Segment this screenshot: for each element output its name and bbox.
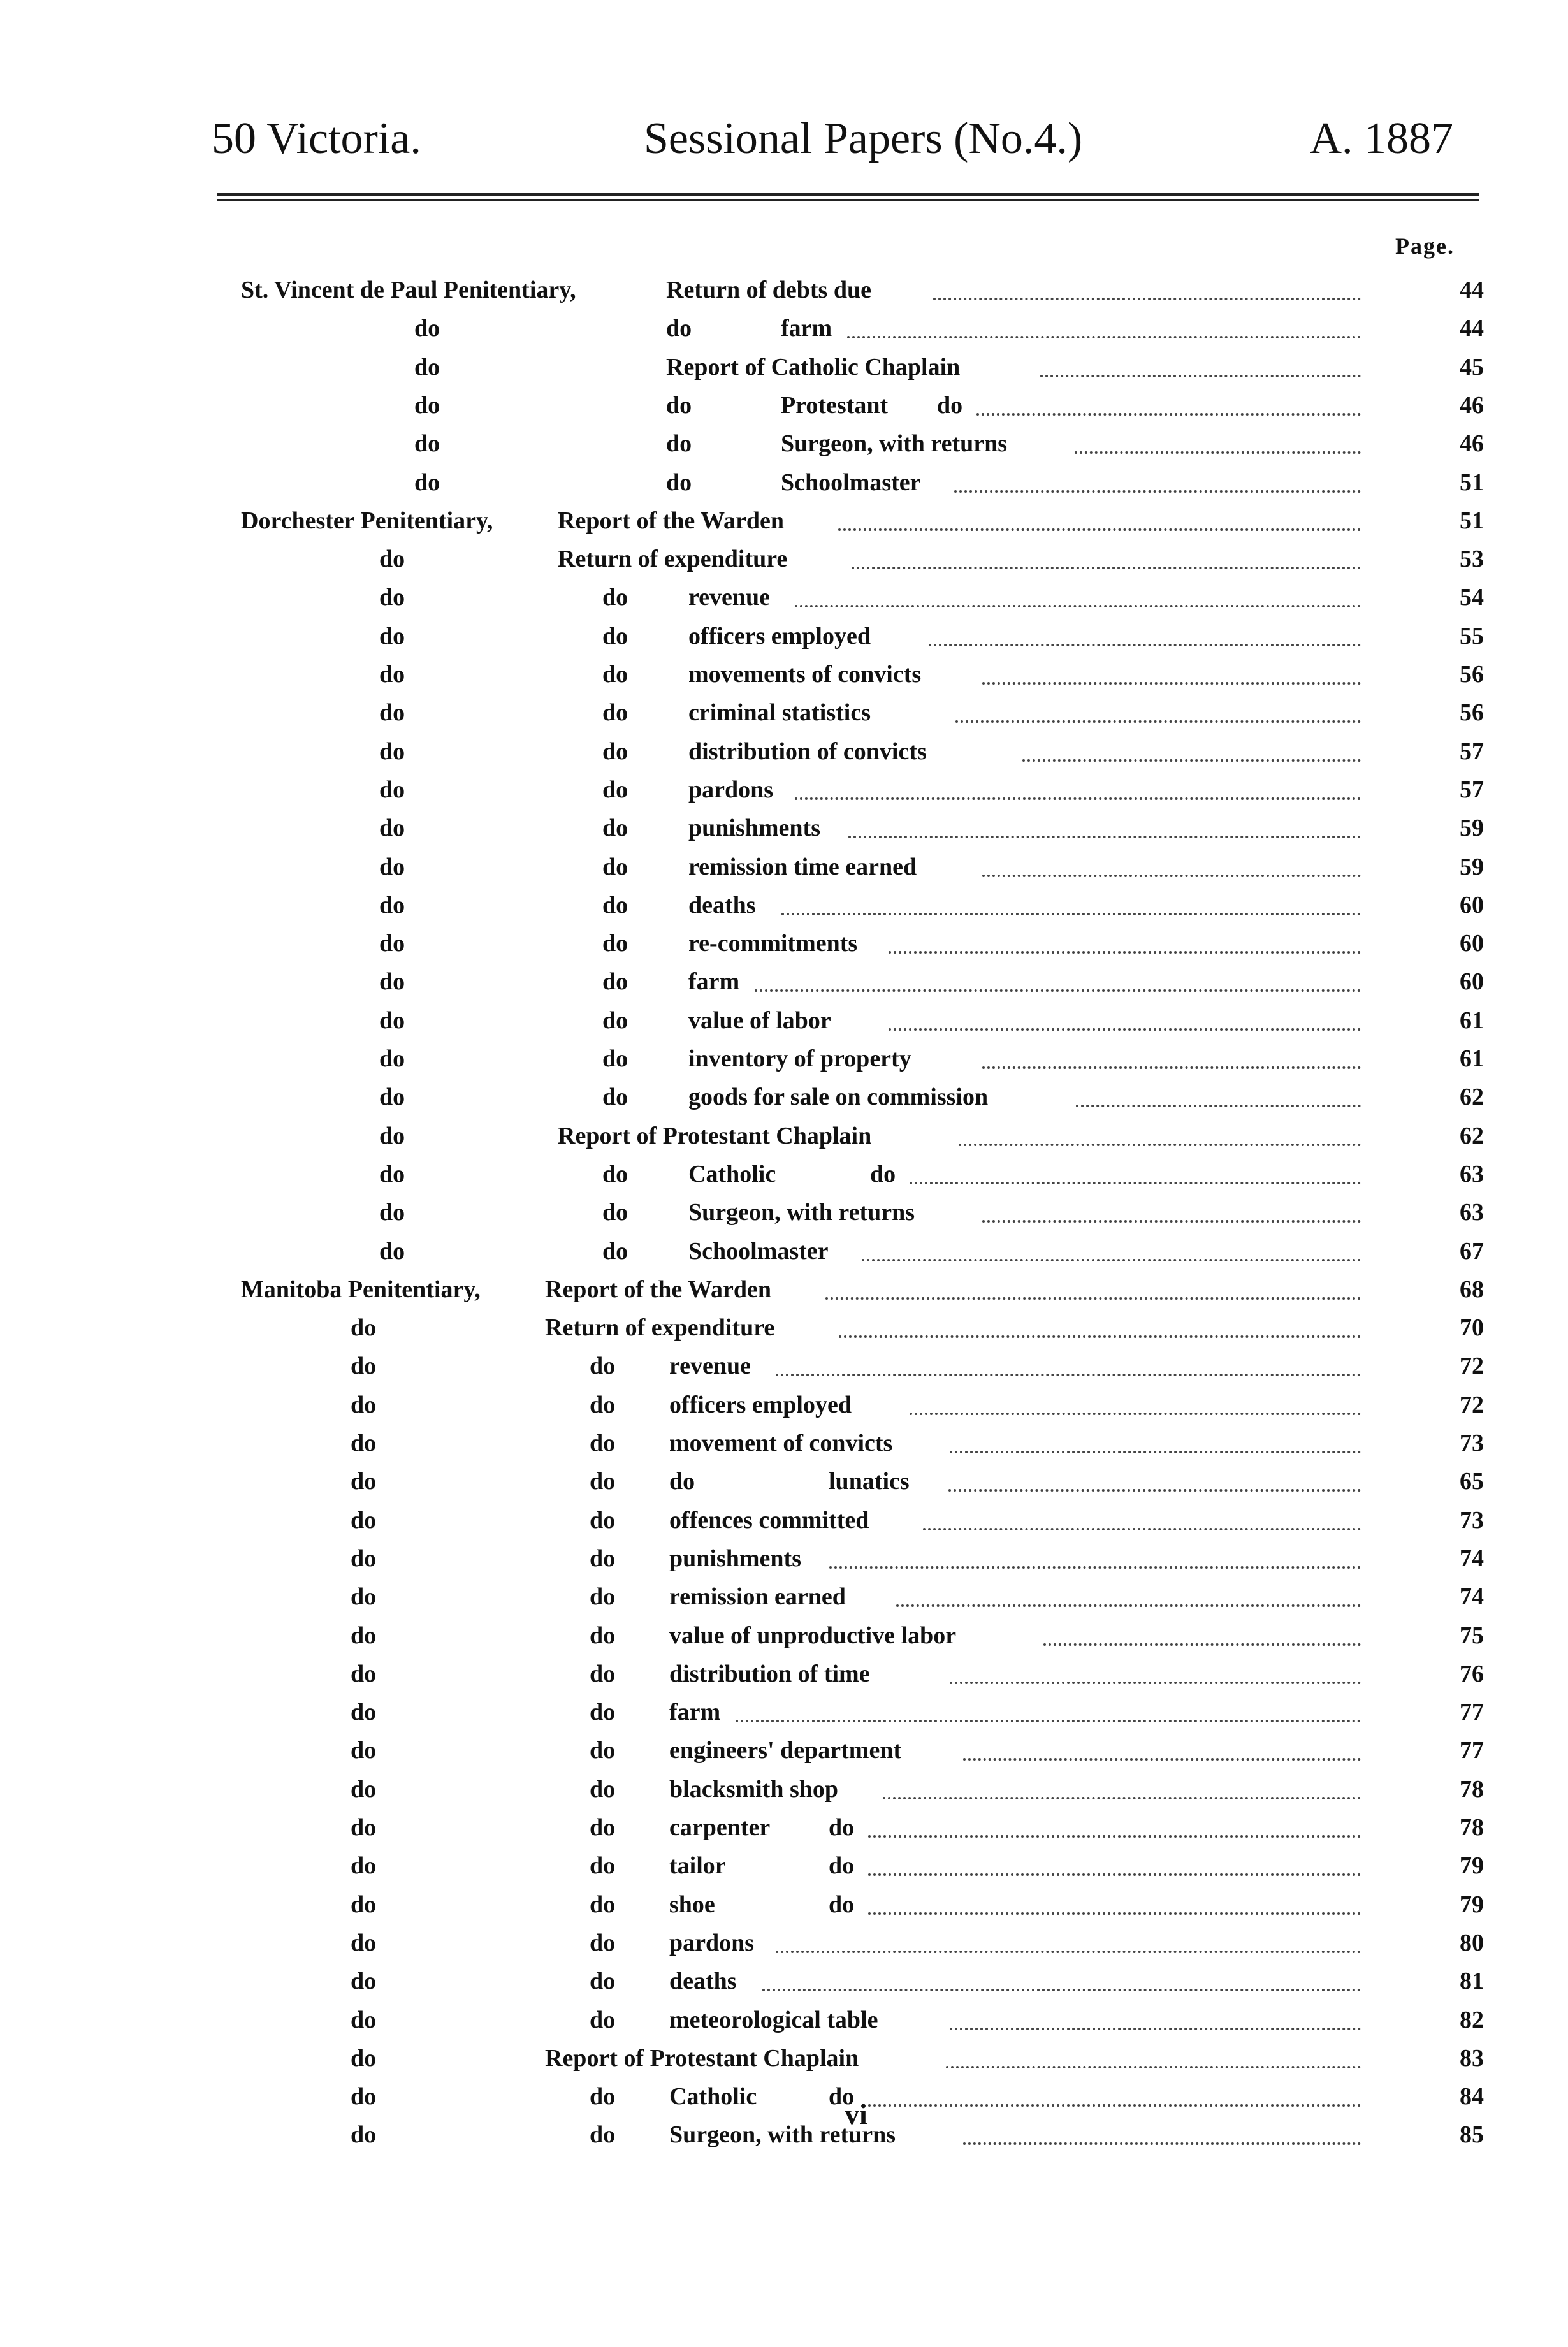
toc-report-type: do <box>602 1199 628 1226</box>
leader-dots <box>868 2066 1361 2107</box>
toc-report-type: do <box>602 661 628 688</box>
toc-subject-detail: do <box>829 2083 855 2111</box>
toc-institution: do <box>379 853 405 880</box>
toc-institution: do <box>351 1583 377 1611</box>
toc-institution: do <box>379 661 405 688</box>
toc-institution: do <box>379 1199 405 1226</box>
toc-report-type: do <box>590 1430 616 1457</box>
toc-page-number: 46 <box>1460 430 1484 458</box>
leader-dots <box>982 644 1361 685</box>
toc-report-type: do <box>590 1852 616 1880</box>
toc-subject: Catholic <box>688 1160 776 1188</box>
toc-report-type: do <box>602 853 628 880</box>
toc-institution: do <box>379 1122 405 1149</box>
toc-report-type: do <box>602 1237 628 1265</box>
toc-institution: do <box>351 2044 377 2072</box>
toc-subject: engineers' department <box>669 1737 902 1764</box>
toc-report-type: do <box>602 738 628 765</box>
toc-institution: do <box>414 353 440 381</box>
toc-subject-detail: do <box>829 1814 855 1841</box>
toc-report-type: Report of the Warden <box>545 1275 771 1303</box>
toc-report-type: do <box>590 1891 616 1918</box>
toc-report-type: Report of the Warden <box>558 507 784 534</box>
toc-institution: do <box>379 1160 405 1188</box>
toc-subject: farm <box>781 315 832 342</box>
leader-dots <box>1043 1605 1361 1646</box>
leader-dots <box>781 875 1361 915</box>
leader-dots <box>883 1759 1361 1799</box>
leader-dots <box>955 682 1361 723</box>
toc-subject: offences committed <box>669 1506 869 1534</box>
toc-institution: do <box>351 1506 377 1534</box>
toc-subject: distribution of convicts <box>688 738 927 765</box>
toc-page-number: 60 <box>1460 930 1484 957</box>
toc-subject: punishments <box>669 1544 801 1572</box>
toc-institution: do <box>351 1737 377 1764</box>
toc-institution: do <box>379 699 405 727</box>
toc-subject: value of labor <box>688 1006 831 1034</box>
toc-institution: do <box>379 968 405 996</box>
toc-institution: do <box>414 430 440 458</box>
toc-report-type: do <box>590 1660 616 1687</box>
toc-subject: farm <box>669 1699 721 1726</box>
toc-institution: do <box>351 1929 377 1956</box>
toc-subject: Schoolmaster <box>688 1237 829 1265</box>
leader-dots <box>896 1566 1361 1607</box>
leader-dots <box>950 1989 1361 2030</box>
toc-page-number: 54 <box>1460 584 1484 611</box>
toc-report-type: do <box>590 1775 616 1803</box>
toc-page-number: 45 <box>1460 353 1484 381</box>
toc-page-number: 76 <box>1460 1660 1484 1687</box>
toc-page-number: 44 <box>1460 315 1484 342</box>
toc-report-type: Report of Protestant Chaplain <box>545 2044 859 2072</box>
leader-dots <box>829 1528 1361 1569</box>
toc-page-number: 75 <box>1460 1622 1484 1649</box>
toc-page-number: 78 <box>1460 1775 1484 1803</box>
toc-page-number: 56 <box>1460 699 1484 727</box>
toc-institution: do <box>379 1045 405 1072</box>
toc-institution: do <box>351 1622 377 1649</box>
toc-subject: Surgeon, with returns <box>781 430 1008 458</box>
toc-report-type: do <box>602 1084 628 1111</box>
toc-institution: do <box>351 1391 377 1418</box>
folio-number: vi <box>845 2098 867 2130</box>
toc-subject: Surgeon, with returns <box>688 1199 915 1226</box>
toc-institution: do <box>351 1430 377 1457</box>
page-column-heading: Page. <box>1395 233 1455 259</box>
leader-dots <box>1076 1066 1361 1107</box>
leader-dots <box>959 1105 1361 1146</box>
toc-institution: do <box>379 930 405 957</box>
toc-institution: St. Vincent de Paul Penitentiary, <box>241 277 576 303</box>
toc-page-number: 82 <box>1460 2006 1484 2033</box>
toc-institution: do <box>351 1314 377 1342</box>
toc-page-number: 44 <box>1460 277 1484 303</box>
toc-page-number: 61 <box>1460 1006 1484 1034</box>
leader-dots <box>776 1912 1361 1953</box>
toc-page-number: 70 <box>1460 1314 1484 1342</box>
leader-dots <box>868 1835 1361 1876</box>
toc-institution: do <box>379 815 405 842</box>
toc-page-number: 73 <box>1460 1430 1484 1457</box>
toc-page-number: 62 <box>1460 1122 1484 1149</box>
toc-subject: pardons <box>669 1929 755 1956</box>
toc-page-number: 84 <box>1460 2083 1484 2111</box>
toc-report-type: do <box>590 1699 616 1726</box>
toc-institution: do <box>351 2083 377 2111</box>
toc-report-type: do <box>602 968 628 996</box>
toc-page-number: 63 <box>1460 1160 1484 1188</box>
toc-page-number: 53 <box>1460 546 1484 573</box>
toc-subject: officers employed <box>688 622 871 650</box>
toc-page-number: 65 <box>1460 1468 1484 1495</box>
leader-dots <box>946 2028 1361 2068</box>
leader-dots <box>1040 337 1361 377</box>
toc-page-number: 78 <box>1460 1814 1484 1841</box>
leader-dots <box>963 1720 1361 1761</box>
toc-institution: do <box>379 776 405 803</box>
toc-page-number: 59 <box>1460 815 1484 842</box>
toc-page-number: 57 <box>1460 776 1484 803</box>
toc-page-number: 77 <box>1460 1737 1484 1764</box>
toc-subject: Catholic <box>669 2083 757 2111</box>
leader-dots <box>929 606 1361 646</box>
toc-institution: do <box>351 2121 377 2149</box>
toc-report-type: do <box>590 1468 616 1495</box>
toc-institution: do <box>379 1084 405 1111</box>
toc-subject: remission time earned <box>688 853 917 880</box>
running-head-title: Sessional Papers (No.4.) <box>644 114 1083 163</box>
toc-institution: do <box>414 315 440 342</box>
toc-subject: deaths <box>688 891 756 919</box>
toc-page-number: 81 <box>1460 1968 1484 1995</box>
toc-institution: do <box>351 1852 377 1880</box>
toc-report-type: do <box>590 1622 616 1649</box>
toc-subject: revenue <box>688 584 771 611</box>
leader-dots <box>948 1451 1361 1492</box>
leader-dots <box>889 913 1361 954</box>
toc-institution: do <box>379 584 405 611</box>
toc-subject: re-commitments <box>688 930 858 957</box>
toc-subject: carpenter <box>669 1814 771 1841</box>
toc-page-number: 67 <box>1460 1237 1484 1265</box>
leader-dots <box>910 1144 1361 1184</box>
leader-dots <box>954 452 1361 493</box>
toc-report-type: do <box>602 930 628 957</box>
toc-report-type: do <box>602 622 628 650</box>
toc-institution: do <box>379 1006 405 1034</box>
leader-dots <box>795 759 1361 800</box>
toc-page-number: 56 <box>1460 661 1484 688</box>
leader-dots <box>852 528 1361 569</box>
toc-row <box>0 2116 1568 2154</box>
toc-institution: do <box>379 546 405 573</box>
toc-subject: goods for sale on commission <box>688 1084 989 1111</box>
toc-report-type: do <box>590 1506 616 1534</box>
toc-institution: do <box>351 1544 377 1572</box>
toc-subject: remission earned <box>669 1583 846 1611</box>
toc-subject-detail: do <box>937 391 963 419</box>
toc-subject: distribution of time <box>669 1660 870 1687</box>
leader-dots <box>933 259 1361 300</box>
toc-page-number: 68 <box>1460 1275 1484 1303</box>
leader-dots <box>825 1259 1361 1300</box>
toc-subject: inventory of property <box>688 1045 911 1072</box>
running-head-year: A. 1887 <box>1309 114 1453 163</box>
toc-report-type: Report of Protestant Chaplain <box>558 1122 872 1149</box>
toc-institution: do <box>379 738 405 765</box>
toc-report-type: Return of expenditure <box>545 1314 775 1342</box>
leader-dots <box>755 951 1361 992</box>
toc-institution: do <box>414 469 440 496</box>
toc-subject: Schoolmaster <box>781 469 921 496</box>
leader-dots <box>976 375 1361 416</box>
toc-report-type: do <box>590 1391 616 1418</box>
toc-subject: deaths <box>669 1968 737 1995</box>
toc-institution: do <box>351 1968 377 1995</box>
toc-subject-detail: lunatics <box>829 1468 910 1495</box>
leader-dots <box>963 2104 1361 2145</box>
toc-subject: revenue <box>669 1353 751 1380</box>
toc-report-type: do <box>602 891 628 919</box>
toc-institution: Manitoba Penitentiary, <box>241 1275 481 1303</box>
toc-report-type: do <box>590 1583 616 1611</box>
toc-page-number: 59 <box>1460 853 1484 880</box>
toc-institution: do <box>414 391 440 419</box>
toc-page-number: 74 <box>1460 1583 1484 1611</box>
toc-report-type: do <box>590 1814 616 1841</box>
toc-report-type: Return of expenditure <box>558 546 788 573</box>
toc-subject: farm <box>688 968 740 996</box>
toc-page-number: 62 <box>1460 1084 1484 1111</box>
toc-institution: do <box>351 1814 377 1841</box>
leader-dots <box>839 1297 1361 1338</box>
toc-subject: meteorological table <box>669 2006 878 2033</box>
toc-subject-detail: do <box>829 1891 855 1918</box>
toc-subject: tailor <box>669 1852 726 1880</box>
toc-report-type: do <box>590 2083 616 2111</box>
toc-page-number: 74 <box>1460 1544 1484 1572</box>
leader-dots <box>736 1682 1361 1722</box>
toc-page-number: 60 <box>1460 968 1484 996</box>
toc-subject: value of unproductive labor <box>669 1622 957 1649</box>
leader-dots <box>923 1490 1361 1530</box>
leader-dots <box>838 490 1361 531</box>
toc-page-number: 77 <box>1460 1699 1484 1726</box>
toc-institution: do <box>379 891 405 919</box>
toc-subject-detail: do <box>829 1852 855 1880</box>
leader-dots <box>910 1374 1361 1415</box>
leader-dots <box>1022 721 1361 762</box>
toc-page-number: 73 <box>1460 1506 1484 1534</box>
leader-dots <box>795 567 1361 607</box>
toc-report-type: do <box>602 584 628 611</box>
leader-dots <box>847 298 1361 338</box>
toc-subject: do <box>669 1468 695 1495</box>
toc-subject: Protestant <box>781 391 889 419</box>
toc-page-number: 72 <box>1460 1391 1484 1418</box>
toc-report-type: do <box>602 1045 628 1072</box>
toc-report-type: do <box>590 1929 616 1956</box>
toc-report-type: do <box>666 391 692 419</box>
toc-report-type: do <box>602 815 628 842</box>
toc-subject-detail: do <box>870 1160 896 1188</box>
toc-page-number: 61 <box>1460 1045 1484 1072</box>
toc-page-number: 60 <box>1460 891 1484 919</box>
toc-institution: do <box>351 1775 377 1803</box>
toc-page-number: 79 <box>1460 1852 1484 1880</box>
toc-institution: do <box>351 1660 377 1687</box>
toc-report-type: do <box>602 1006 628 1034</box>
toc-page-number: 63 <box>1460 1199 1484 1226</box>
toc-report-type: do <box>666 430 692 458</box>
leader-dots <box>868 1797 1361 1838</box>
toc-subject: blacksmith shop <box>669 1775 839 1803</box>
leader-dots <box>1075 413 1361 454</box>
leader-dots <box>950 1413 1361 1453</box>
toc-page-number: 51 <box>1460 507 1484 534</box>
toc-page-number: 79 <box>1460 1891 1484 1918</box>
toc-institution: do <box>379 1237 405 1265</box>
toc-report-type: do <box>602 699 628 727</box>
toc-institution: do <box>351 1468 377 1495</box>
leader-dots <box>889 990 1361 1031</box>
running-head-session: 50 Victoria. <box>212 114 421 163</box>
toc-institution: do <box>351 2006 377 2033</box>
toc-report-type: do <box>590 2121 616 2149</box>
toc-subject: movements of convicts <box>688 661 922 688</box>
leader-dots <box>950 1643 1361 1684</box>
leader-dots <box>982 1028 1361 1069</box>
toc-institution: do <box>351 1353 377 1380</box>
toc-institution: Dorchester Penitentiary, <box>241 507 493 534</box>
leader-dots <box>776 1335 1361 1376</box>
toc-subject: movement of convicts <box>669 1430 893 1457</box>
toc-subject: pardons <box>688 776 774 803</box>
toc-page-number: 83 <box>1460 2044 1484 2072</box>
toc-institution: do <box>351 1891 377 1918</box>
toc-institution: do <box>379 622 405 650</box>
toc-subject: punishments <box>688 815 820 842</box>
leader-dots <box>848 797 1361 838</box>
toc-report-type: do <box>590 2006 616 2033</box>
leader-dots <box>982 1182 1361 1223</box>
toc-page-number: 46 <box>1460 391 1484 419</box>
toc-page-number: 51 <box>1460 469 1484 496</box>
leader-dots <box>982 836 1361 877</box>
toc-report-type: do <box>590 1737 616 1764</box>
toc-page-number: 80 <box>1460 1929 1484 1956</box>
toc-page-number: 72 <box>1460 1353 1484 1380</box>
toc-page-number: 55 <box>1460 622 1484 650</box>
leader-dots <box>862 1221 1361 1261</box>
toc-subject: criminal statistics <box>688 699 871 727</box>
toc-report-type: Report of Catholic Chaplain <box>666 353 961 381</box>
toc-report-type: do <box>590 1544 616 1572</box>
toc-subject: officers employed <box>669 1391 852 1418</box>
toc-report-type: do <box>602 1160 628 1188</box>
leader-dots <box>868 1874 1361 1915</box>
toc-report-type: do <box>602 776 628 803</box>
toc-report-type: do <box>666 469 692 496</box>
toc-subject: shoe <box>669 1891 715 1918</box>
toc-subject: Surgeon, with returns <box>669 2121 896 2149</box>
toc-page-number: 85 <box>1460 2121 1484 2149</box>
toc-page-number: 57 <box>1460 738 1484 765</box>
toc-report-type: do <box>590 1353 616 1380</box>
toc-report-type: do <box>666 315 692 342</box>
toc-report-type: Return of debts due <box>666 277 871 303</box>
toc-institution: do <box>351 1699 377 1726</box>
toc-report-type: do <box>590 1968 616 1995</box>
leader-dots <box>762 1951 1361 1991</box>
